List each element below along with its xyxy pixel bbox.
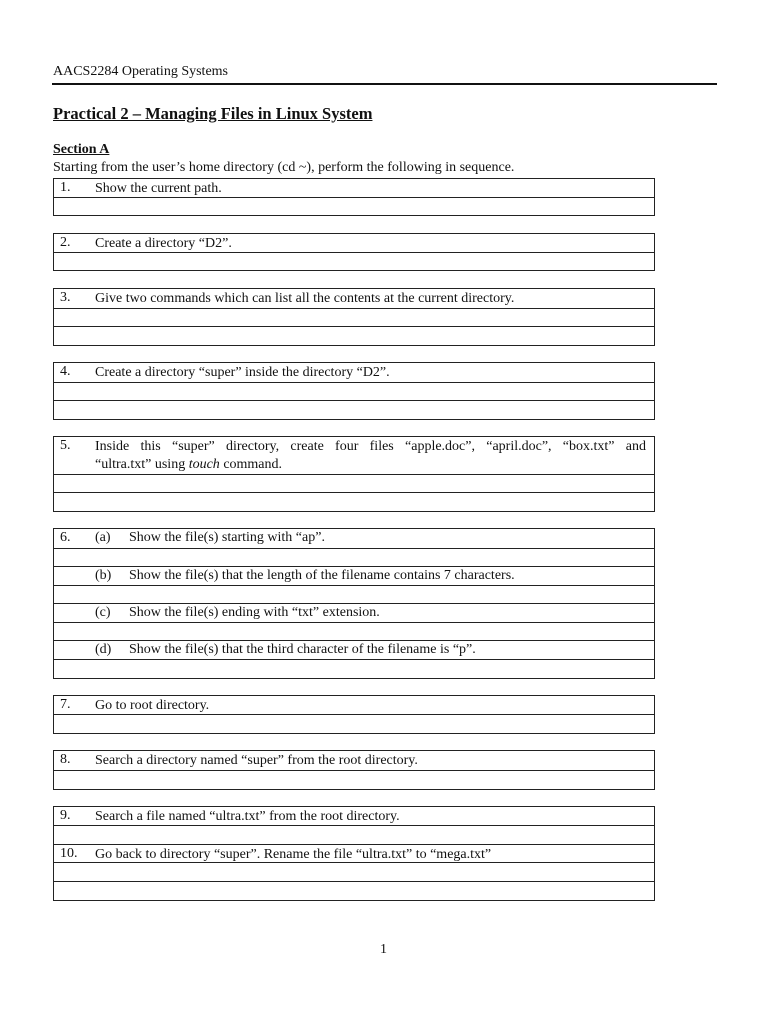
subquestion-text: Show the file(s) that the length of the filename contains 7 characters. — [129, 568, 515, 583]
question-number: 4. — [60, 364, 71, 379]
question-text: Create a directory “super” inside the directory “D2”. — [95, 365, 390, 380]
answer-row[interactable] — [54, 492, 654, 511]
subquestion-text: Show the file(s) ending with “txt” extension. — [129, 605, 380, 620]
question-number: 1. — [60, 180, 71, 195]
page-title: Practical 2 – Managing Files in Linux System — [53, 104, 373, 123]
question-6-box — [53, 528, 655, 679]
answer-row[interactable] — [54, 400, 654, 419]
question-number: 5. — [60, 438, 71, 453]
subquestion-label: (c) — [95, 605, 111, 620]
question-4-box — [53, 362, 655, 420]
answer-row[interactable] — [54, 197, 654, 215]
answer-row[interactable] — [54, 326, 654, 345]
subquestion-row — [54, 566, 654, 585]
answer-row[interactable] — [54, 474, 654, 492]
answer-row[interactable] — [54, 825, 654, 844]
section-heading: Section A — [53, 142, 110, 157]
question-3-box — [53, 288, 655, 346]
answer-row[interactable] — [54, 862, 654, 881]
question-text: Go to root directory. — [95, 698, 210, 713]
question-row — [54, 289, 654, 308]
answer-row[interactable] — [54, 548, 654, 566]
question-text: Search a directory named “super” from the root directory. — [95, 753, 418, 768]
question-row — [54, 807, 654, 825]
answer-row[interactable] — [54, 714, 654, 733]
question-text: Search a file named “ultra.txt” from the root directory. — [95, 809, 400, 824]
question-row — [54, 751, 654, 770]
question-text-part: command. — [219, 457, 283, 472]
question-number: 7. — [60, 697, 71, 712]
answer-row[interactable] — [54, 308, 654, 326]
question-row — [54, 363, 654, 382]
subquestion-label: (b) — [95, 568, 112, 583]
question-text-part: “ultra.txt” using — [95, 457, 189, 472]
answer-row[interactable] — [54, 585, 654, 603]
header-rule — [52, 83, 717, 85]
question-number: 9. — [60, 808, 71, 823]
question-text: Create a directory “D2”. — [95, 236, 232, 251]
question-1-box — [53, 178, 655, 216]
question-text-line — [95, 456, 646, 474]
answer-row[interactable] — [54, 770, 654, 789]
answer-row[interactable] — [54, 881, 654, 900]
question-row — [54, 234, 654, 252]
page-number: 1 — [380, 942, 387, 957]
question-text: Give two commands which can list all the contents at the current directory. — [95, 291, 515, 306]
course-header: AACS2284 Operating Systems — [53, 64, 228, 79]
question-number: 6. — [60, 530, 71, 545]
question-number: 2. — [60, 235, 71, 250]
answer-row[interactable] — [54, 659, 654, 678]
section-intro: Starting from the user’s home directory (cd ~), perform the following in sequence. — [53, 160, 515, 175]
answer-row[interactable] — [54, 622, 654, 640]
question-7-box — [53, 695, 655, 734]
question-text: Show the current path. — [95, 181, 222, 196]
question-number: 8. — [60, 752, 71, 767]
subquestion-label: (a) — [95, 530, 111, 545]
question-row — [54, 696, 654, 714]
question-row — [54, 844, 654, 862]
subquestion-row — [54, 640, 654, 659]
question-number: 3. — [60, 290, 71, 305]
subquestion-row — [54, 603, 654, 622]
question-number: 10. — [60, 846, 78, 861]
question-row — [54, 179, 654, 197]
question-text-line: Inside this “super” directory, create four files “apple.doc”, “april.doc”, “box.txt” and — [95, 439, 646, 454]
subquestion-text: Show the file(s) that the third character of the filename is “p”. — [129, 642, 476, 657]
question-8-box — [53, 750, 655, 790]
question-text: Go back to directory “super”. Rename the file “ultra.txt” to “mega.txt” — [95, 847, 492, 862]
question-row — [54, 529, 654, 548]
subquestion-label: (d) — [95, 642, 112, 657]
question-2-box — [53, 233, 655, 271]
question-9-10-box — [53, 806, 655, 901]
question-row — [54, 437, 654, 474]
answer-row[interactable] — [54, 382, 654, 400]
command-name: touch — [188, 457, 220, 472]
answer-row[interactable] — [54, 252, 654, 270]
question-text — [95, 438, 646, 474]
question-5-box — [53, 436, 655, 512]
subquestion-text: Show the file(s) starting with “ap”. — [129, 530, 325, 545]
